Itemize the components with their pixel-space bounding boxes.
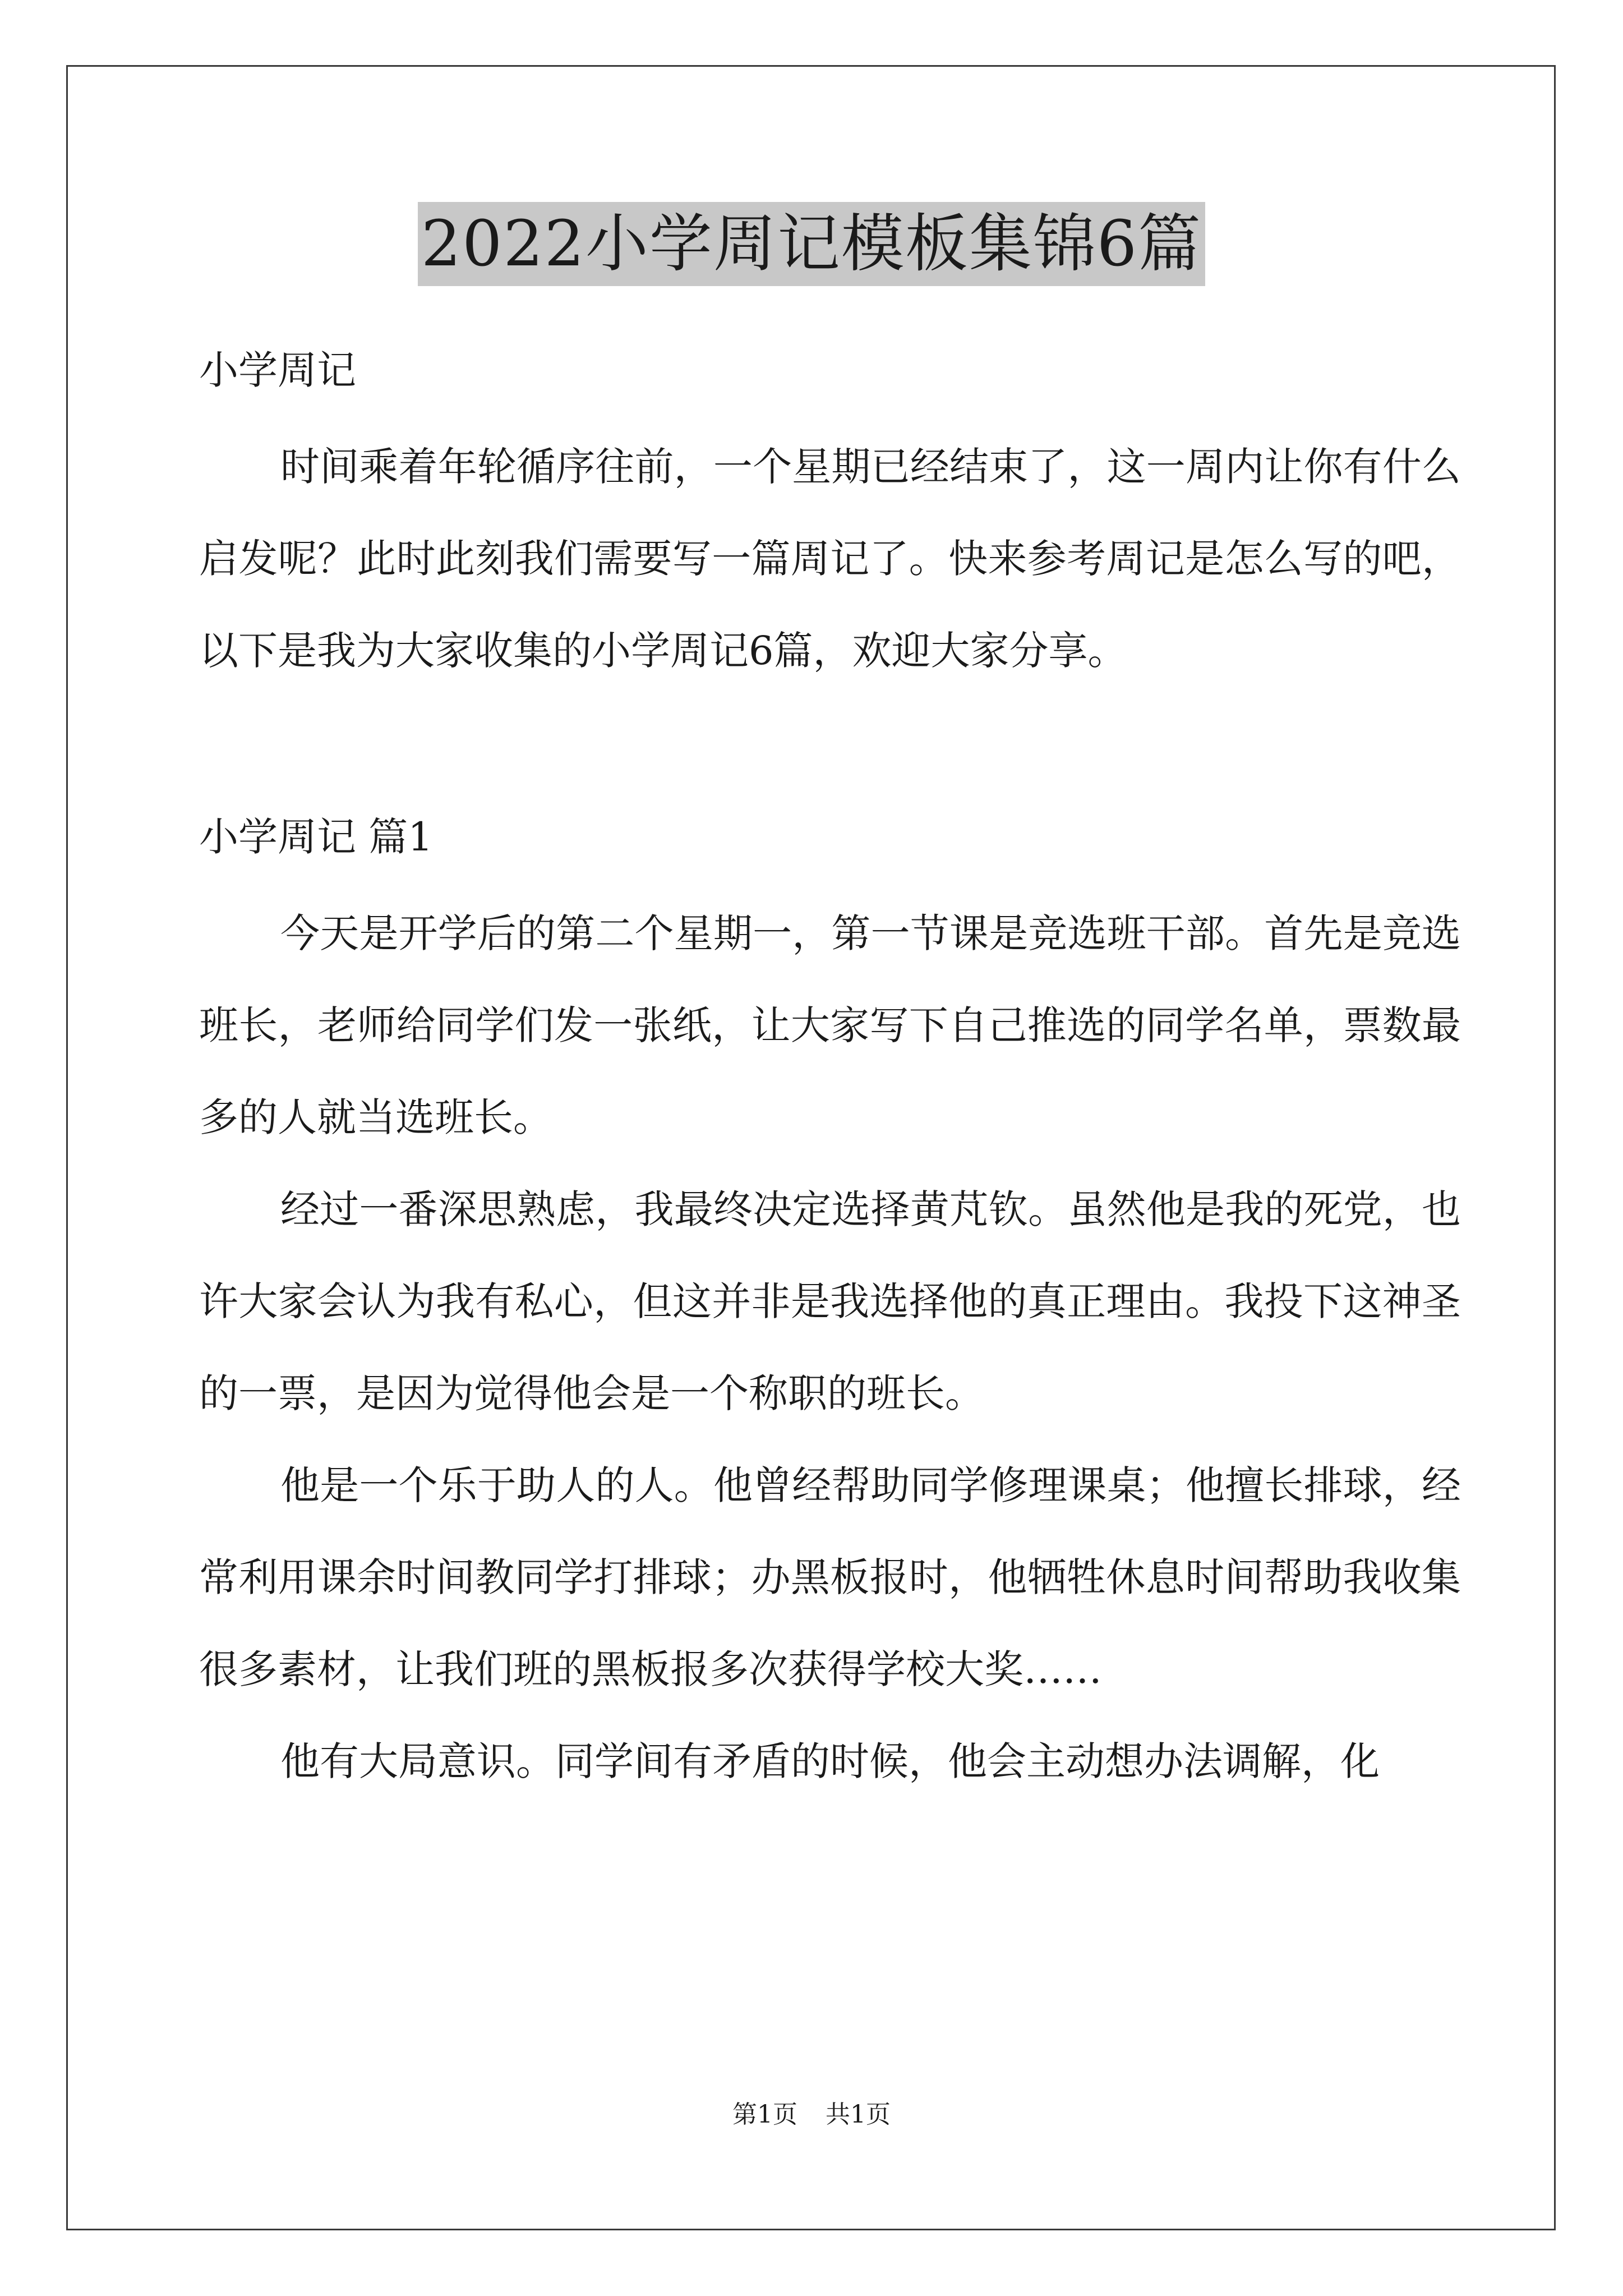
page-footer xyxy=(0,2098,1623,2132)
paragraph: 他是一个乐于助人的人。他曾经帮助同学修理课桌；他擅长排球，经常利用课余时间教同学打排球；办黑板报时，他牺牲休息时间帮助我收集很多素材，让我们班的黑板报多次获得学校大奖…… xyxy=(199,1462,1461,1692)
paragraph: 他有大局意识。同学间有矛盾的时候，他会主动想办法调解，化 xyxy=(280,1738,1380,1784)
paragraph: 今天是开学后的第二个星期一，第一节课是竞选班干部。首先是竞选班长，老师给同学们发一张纸，让大家写下自己推选的同学名单，票数最多的人就当选班长。 xyxy=(199,910,1461,1140)
title-container xyxy=(0,202,1623,286)
intro-paragraph: 时间乘着年轮循序往前，一个星期已经结束了，这一周内让你有什么启发呢？此时此刻我们需要写一篇周记了。快来参考周记是怎么写的吧，以下是我为大家收集的小学周记6篇，欢迎大家分享。 xyxy=(199,444,1461,674)
page-number: 第1页 xyxy=(732,2100,797,2129)
intro-heading: 小学周记 xyxy=(199,347,356,393)
section-heading: 小学周记 篇1 xyxy=(199,814,433,860)
document-title: 2022小学周记模板集锦6篇 xyxy=(418,202,1205,286)
document-body xyxy=(199,337,1461,1807)
paragraph: 经过一番深思熟虑，我最终决定选择黄芃钦。虽然他是我的死党，也许大家会认为我有私心，但这并非是我选择他的真正理由。我投下这神圣的一票，是因为觉得他会是一个称职的班长。 xyxy=(199,1186,1461,1416)
page-total: 共1页 xyxy=(826,2100,891,2129)
